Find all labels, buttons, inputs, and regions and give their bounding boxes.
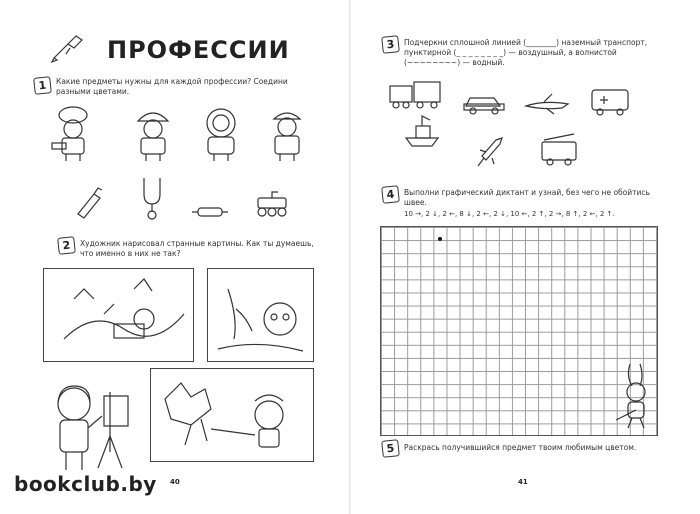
painting-frame-3 xyxy=(150,368,314,462)
astronaut-figure xyxy=(196,105,246,163)
painting-frame-2 xyxy=(207,268,314,362)
train-icon xyxy=(386,80,446,110)
start-dot xyxy=(438,237,442,241)
rolling-pin-icon xyxy=(190,205,230,219)
task-3-text: Подчеркни сплошной линией (________) наземный транспорт, пунктирной (_ _ _ _ _ _ _ _) — воздушный, а волнистой (~~~~~~~~) — водный. xyxy=(404,38,648,67)
watermark: bookclub.by xyxy=(14,472,157,496)
task-5-number: 5 xyxy=(381,439,400,458)
ship-icon xyxy=(402,112,442,150)
doctor-figure xyxy=(262,105,312,163)
task-2-text: Художник нарисовал странные картины. Как ты думаешь, что именно в них не так? xyxy=(80,239,314,258)
dictation-steps: 10 →, 2 ↓, 2 ←, 8 ↓, 2 ←, 2 ↓, 10 ←, 2 ↑, 2 →, 8 ↑, 2 ←, 2 ↑. xyxy=(404,210,615,218)
firefighter-figure xyxy=(128,105,178,163)
autumn-painting xyxy=(44,269,193,361)
task-2-number: 2 xyxy=(57,236,76,255)
rocket-icon xyxy=(474,136,504,170)
airplane-icon xyxy=(524,92,572,116)
painting-frame-1 xyxy=(43,268,194,362)
task-4-number: 4 xyxy=(381,185,400,204)
snorkel-painting xyxy=(208,269,313,361)
fire-truck-icon xyxy=(538,130,582,170)
page-number-right: 41 xyxy=(518,478,528,486)
rabbit-figure xyxy=(612,360,662,430)
task-3-number: 3 xyxy=(381,35,400,54)
stethoscope-icon xyxy=(136,176,170,220)
page-title: ПРОФЕССИИ xyxy=(107,36,290,64)
page-number-left: 40 xyxy=(170,478,180,486)
right-page xyxy=(350,0,700,514)
cook-figure xyxy=(48,105,98,163)
task-1-text: Какие предметы нужны для каждой профессии? Соедини разными цветами. xyxy=(56,77,288,96)
task-4-text: Выполни графический диктант и узнай, без чего не обойтись швее. xyxy=(404,188,650,207)
task-1-number: 1 xyxy=(33,76,52,95)
dragon-painting xyxy=(151,369,313,461)
task-5-text: Раскрась получившийся предмет твоим любимым цветом. xyxy=(404,443,637,452)
ambulance-icon xyxy=(588,84,634,118)
paintbrush-icon xyxy=(48,24,88,64)
girl-painter-figure xyxy=(32,382,142,478)
fire-extinguisher-icon xyxy=(72,186,106,220)
police-car-icon xyxy=(462,90,506,114)
moon-rover-icon xyxy=(252,190,292,220)
